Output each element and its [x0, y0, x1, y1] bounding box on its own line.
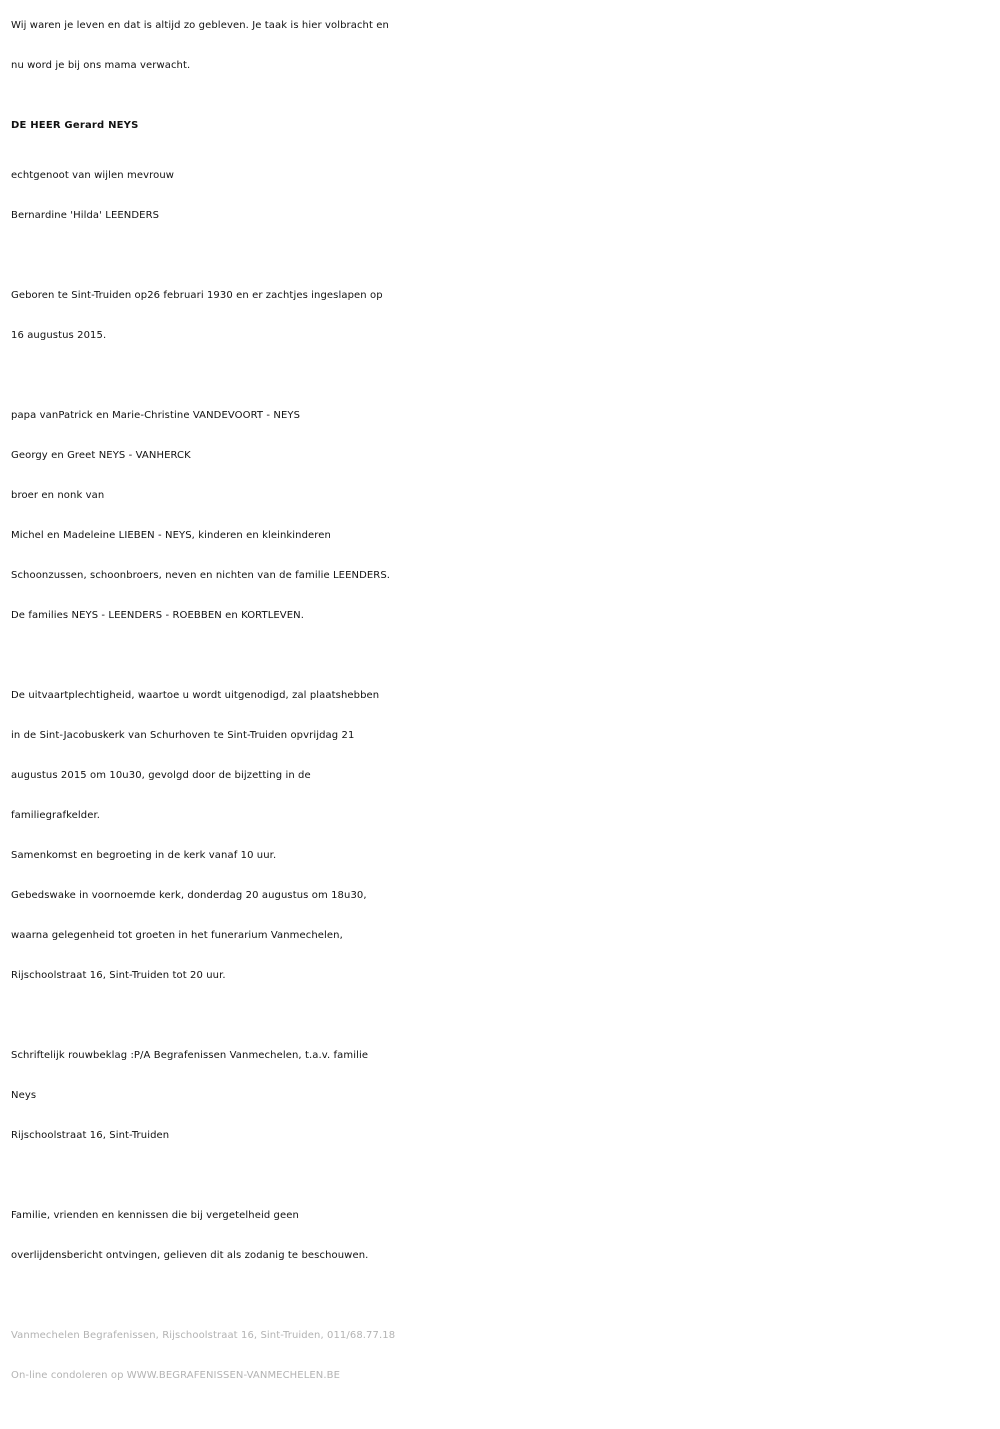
funeral-line: augustus 2015 om 10u30, gevolgd door de bijzetting in de — [11, 770, 311, 781]
spacer — [11, 996, 1000, 1036]
funeral-line: Rijschoolstraat 16, Sint-Truiden tot 20 uur. — [11, 970, 226, 981]
spacer — [11, 1276, 1000, 1316]
birth-death-line: 16 augustus 2015. — [11, 330, 107, 341]
funeral-details — [11, 676, 1000, 996]
spacer — [11, 1156, 1000, 1196]
family-line: papa vanPatrick en Marie-Christine VANDEVOORT - NEYS — [11, 410, 301, 421]
family-line: De families NEYS - LEENDERS - ROEBBEN en KORTLEVEN. — [11, 610, 305, 621]
funeral-line: familiegrafkelder. — [11, 810, 101, 821]
funeral-line: waarna gelegenheid tot groeten in het funerarium Vanmechelen, — [11, 930, 343, 941]
intro-line: Wij waren je leven en dat is altijd zo gebleven. Je taak is hier volbracht en — [11, 20, 389, 31]
funeral-line: De uitvaartplechtigheid, waartoe u wordt uitgenodigd, zal plaatshebben — [11, 690, 380, 701]
footer-website-link[interactable]: On-line condoleren op WWW.BEGRAFENISSEN-VANMECHELEN.BE — [11, 1370, 341, 1381]
family-list — [11, 396, 1000, 636]
notice-line: Familie, vrienden en kennissen die bij vergetelheid geen — [11, 1210, 299, 1221]
spacer — [11, 356, 1000, 396]
spacer — [11, 236, 1000, 276]
spacer — [11, 636, 1000, 676]
intro-line: nu word je bij ons mama verwacht. — [11, 60, 191, 71]
family-line: broer en nonk van — [11, 490, 105, 501]
spouse-info — [11, 156, 1000, 236]
funeral-line: in de Sint-Jacobuskerk van Schurhoven te Sint-Truiden opvrijdag 21 — [11, 730, 355, 741]
notice-line: overlijdensbericht ontvingen, gelieven dit als zodanig te beschouwen. — [11, 1250, 369, 1261]
condolence-line: Schriftelijk rouwbeklag :P/A Begrafenissen Vanmechelen, t.a.v. familie — [11, 1050, 369, 1061]
condolence-line: Rijschoolstraat 16, Sint-Truiden — [11, 1130, 170, 1141]
spouse-line: Bernardine 'Hilda' LEENDERS — [11, 210, 160, 221]
family-line: Michel en Madeleine LIEBEN - NEYS, kinderen en kleinkinderen — [11, 530, 331, 541]
deceased-name-heading: DE HEER Gerard NEYS — [11, 120, 139, 131]
funeral-line: Gebedswake in voornoemde kerk, donderdag 20 augustus om 18u30, — [11, 890, 367, 901]
funeral-home-footer — [11, 1316, 1000, 1396]
funeral-line: Samenkomst en begroeting in de kerk vanaf 10 uur. — [11, 850, 277, 861]
family-line: Schoonzussen, schoonbroers, neven en nichten van de familie LEENDERS. — [11, 570, 391, 581]
birth-death-info — [11, 276, 1000, 356]
condolence-address — [11, 1036, 1000, 1156]
notice-text — [11, 1196, 1000, 1276]
birth-death-line: Geboren te Sint-Truiden op26 februari 1930 en er zachtjes ingeslapen op — [11, 290, 383, 301]
footer-contact-line: Vanmechelen Begrafenissen, Rijschoolstraat 16, Sint-Truiden, 011/68.77.18 — [11, 1330, 396, 1341]
family-line: Georgy en Greet NEYS - VANHERCK — [11, 450, 191, 461]
condolence-line: Neys — [11, 1090, 37, 1101]
spouse-line: echtgenoot van wijlen mevrouw — [11, 170, 175, 181]
intro-verse — [11, 6, 1000, 86]
